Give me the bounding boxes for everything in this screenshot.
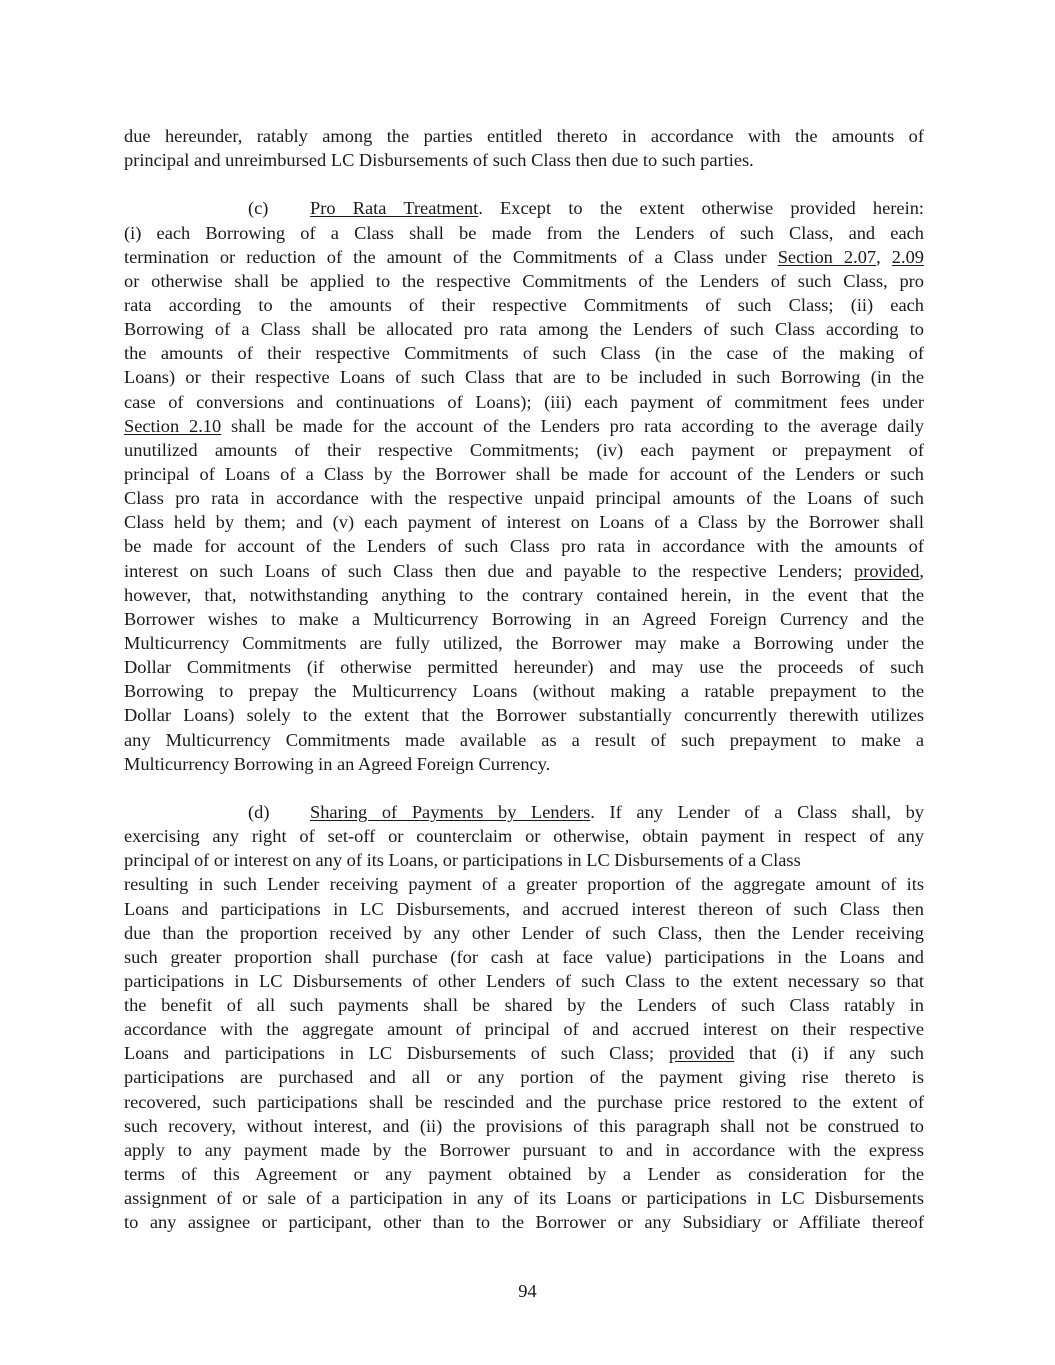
text-line: the amounts of their respective Commitments of such Class (in the case of the making of <box>124 343 924 364</box>
paragraph-b-continuation <box>124 124 924 172</box>
section-reference-2-10: Section 2.10 <box>124 415 222 436</box>
text-line: exercising any right of set-off or counterclaim or otherwise, obtain payment in respect of any <box>124 826 924 847</box>
section-reference-2-07: Section 2.07 <box>777 246 877 267</box>
provided-term: provided <box>668 1043 735 1064</box>
text-line: participations are purchased and all or any portion of the payment giving rise thereto is <box>124 1067 924 1088</box>
text-line: (d) Sharing of Payments by Lenders. If any Lender of a Class shall, by <box>124 800 924 824</box>
text-line: such greater proportion shall purchase (for cash at face value) participations in the Loans and <box>124 946 924 967</box>
text-line: unutilized amounts of their respective Commitments; (iv) each payment or prepayment of <box>124 439 924 460</box>
text-line: Loans) or their respective Loans of such Class that are to be included in such Borrowing (in the <box>124 367 924 388</box>
section-heading: Sharing of Payments by Lenders <box>310 801 591 822</box>
text-line: resulting in such Lender receiving payment of a greater proportion of the aggregate amount of its <box>124 874 924 895</box>
document-page <box>124 124 924 1234</box>
paragraph-marker: (d) <box>248 801 270 822</box>
text-line: principal of Loans of a Class by the Borrower shall be made for account of the Lenders or such <box>124 463 924 484</box>
text-line: terms of this Agreement or any payment obtained by a Lender as consideration for the <box>124 1164 924 1185</box>
text-line: Class pro rata in accordance with the respective unpaid principal amounts of the Loans of such <box>124 488 924 509</box>
text-line: accordance with the aggregate amount of principal of and accrued interest on their respective <box>124 1019 924 1040</box>
text-line: Loans and participations in LC Disbursements of such Class; provided that (i) if any such <box>124 1043 925 1064</box>
text-line: Dollar Loans) solely to the extent that the Borrower substantially concurrently therewith utilizes <box>124 705 924 726</box>
text-line: any Multicurrency Commitments made available as a result of such prepayment to make a <box>124 729 924 750</box>
text-line: Borrower wishes to make a Multicurrency Borrowing in an Agreed Foreign Currency and the <box>124 608 924 629</box>
text-line: apply to any payment made by the Borrower pursuant to and in accordance with the express <box>124 1139 924 1160</box>
text-line: Borrowing of a Class shall be allocated pro rata among the Lenders of such Class according to <box>124 319 924 340</box>
section-reference-2-09: 2.09 <box>891 246 924 267</box>
text-line: Loans and participations in LC Disbursements, and accrued interest thereon of such Class then <box>124 898 924 919</box>
text-line: rata according to the amounts of their respective Commitments of such Class; (ii) each <box>124 294 924 315</box>
text-line: Dollar Commitments (if otherwise permitted hereunder) and may use the proceeds of such <box>124 657 924 678</box>
text-line: due hereunder, ratably among the parties entitled thereto in accordance with the amounts of <box>124 126 924 146</box>
text-line: however, that, notwithstanding anything to the contrary contained herein, in the event that the <box>124 584 924 605</box>
text-line: Class held by them; and (v) each payment of interest on Loans of a Class by the Borrower shall <box>124 512 924 533</box>
text-line: Multicurrency Commitments are fully utilized, the Borrower may make a Borrowing under the <box>124 632 924 653</box>
text-line: such recovery, without interest, and (ii) the provisions of this paragraph shall not be construed to <box>124 1115 924 1136</box>
paragraph-d-sharing-of-payments <box>124 800 924 1235</box>
text-line: assignment of or sale of a participation in any of its Loans or participations in LC Disbursements <box>124 1188 924 1209</box>
text-line: (i) each Borrowing of a Class shall be made from the Lenders of such Class, and each <box>124 222 924 243</box>
text-line: due than the proportion received by any other Lender of such Class, then the Lender receiving <box>124 922 924 943</box>
text-line: to any assignee or participant, other than to the Borrower or any Subsidiary or Affiliate thereof <box>124 1212 924 1233</box>
paragraph-c-pro-rata-treatment <box>124 196 924 775</box>
paragraph-marker: (c) <box>248 198 269 219</box>
page-number: 94 <box>518 1281 537 1301</box>
text-line: Section 2.10 shall be made for the account of the Lenders pro rata according to the average daily <box>124 415 924 436</box>
text-line: or otherwise shall be applied to the respective Commitments of the Lenders of such Class, pro <box>124 270 924 291</box>
text-line: termination or reduction of the amount of the Commitments of a Class under Section 2.07, 2.09 <box>124 246 924 267</box>
text-line: principal of or interest on any of its Loans, or participations in LC Disbursements of a Class <box>124 850 801 871</box>
text-line: (c) Pro Rata Treatment. Except to the extent otherwise provided herein: <box>124 196 924 220</box>
text-line: participations in LC Disbursements of other Lenders of such Class to the extent necessary so that <box>124 970 924 991</box>
text-line: principal and unreimbursed LC Disbursements of such Class then due to such parties. <box>124 150 754 171</box>
text-line: case of conversions and continuations of Loans); (iii) each payment of commitment fees under <box>124 391 924 412</box>
text-line: Multicurrency Borrowing in an Agreed Foreign Currency. <box>124 753 551 774</box>
text-line: Borrowing to prepay the Multicurrency Loans (without making a ratable prepayment to the <box>124 681 924 702</box>
text-line: interest on such Loans of such Class then due and payable to the respective Lenders; provided, <box>124 560 924 581</box>
text-line: the benefit of all such payments shall be shared by the Lenders of such Class ratably in <box>124 995 924 1016</box>
text-line: recovered, such participations shall be rescinded and the purchase price restored to the extent of <box>124 1091 924 1112</box>
text-line: be made for account of the Lenders of such Class pro rata in accordance with the amounts of <box>124 536 924 557</box>
provided-term: provided <box>854 560 920 581</box>
section-heading: Pro Rata Treatment <box>310 198 479 219</box>
